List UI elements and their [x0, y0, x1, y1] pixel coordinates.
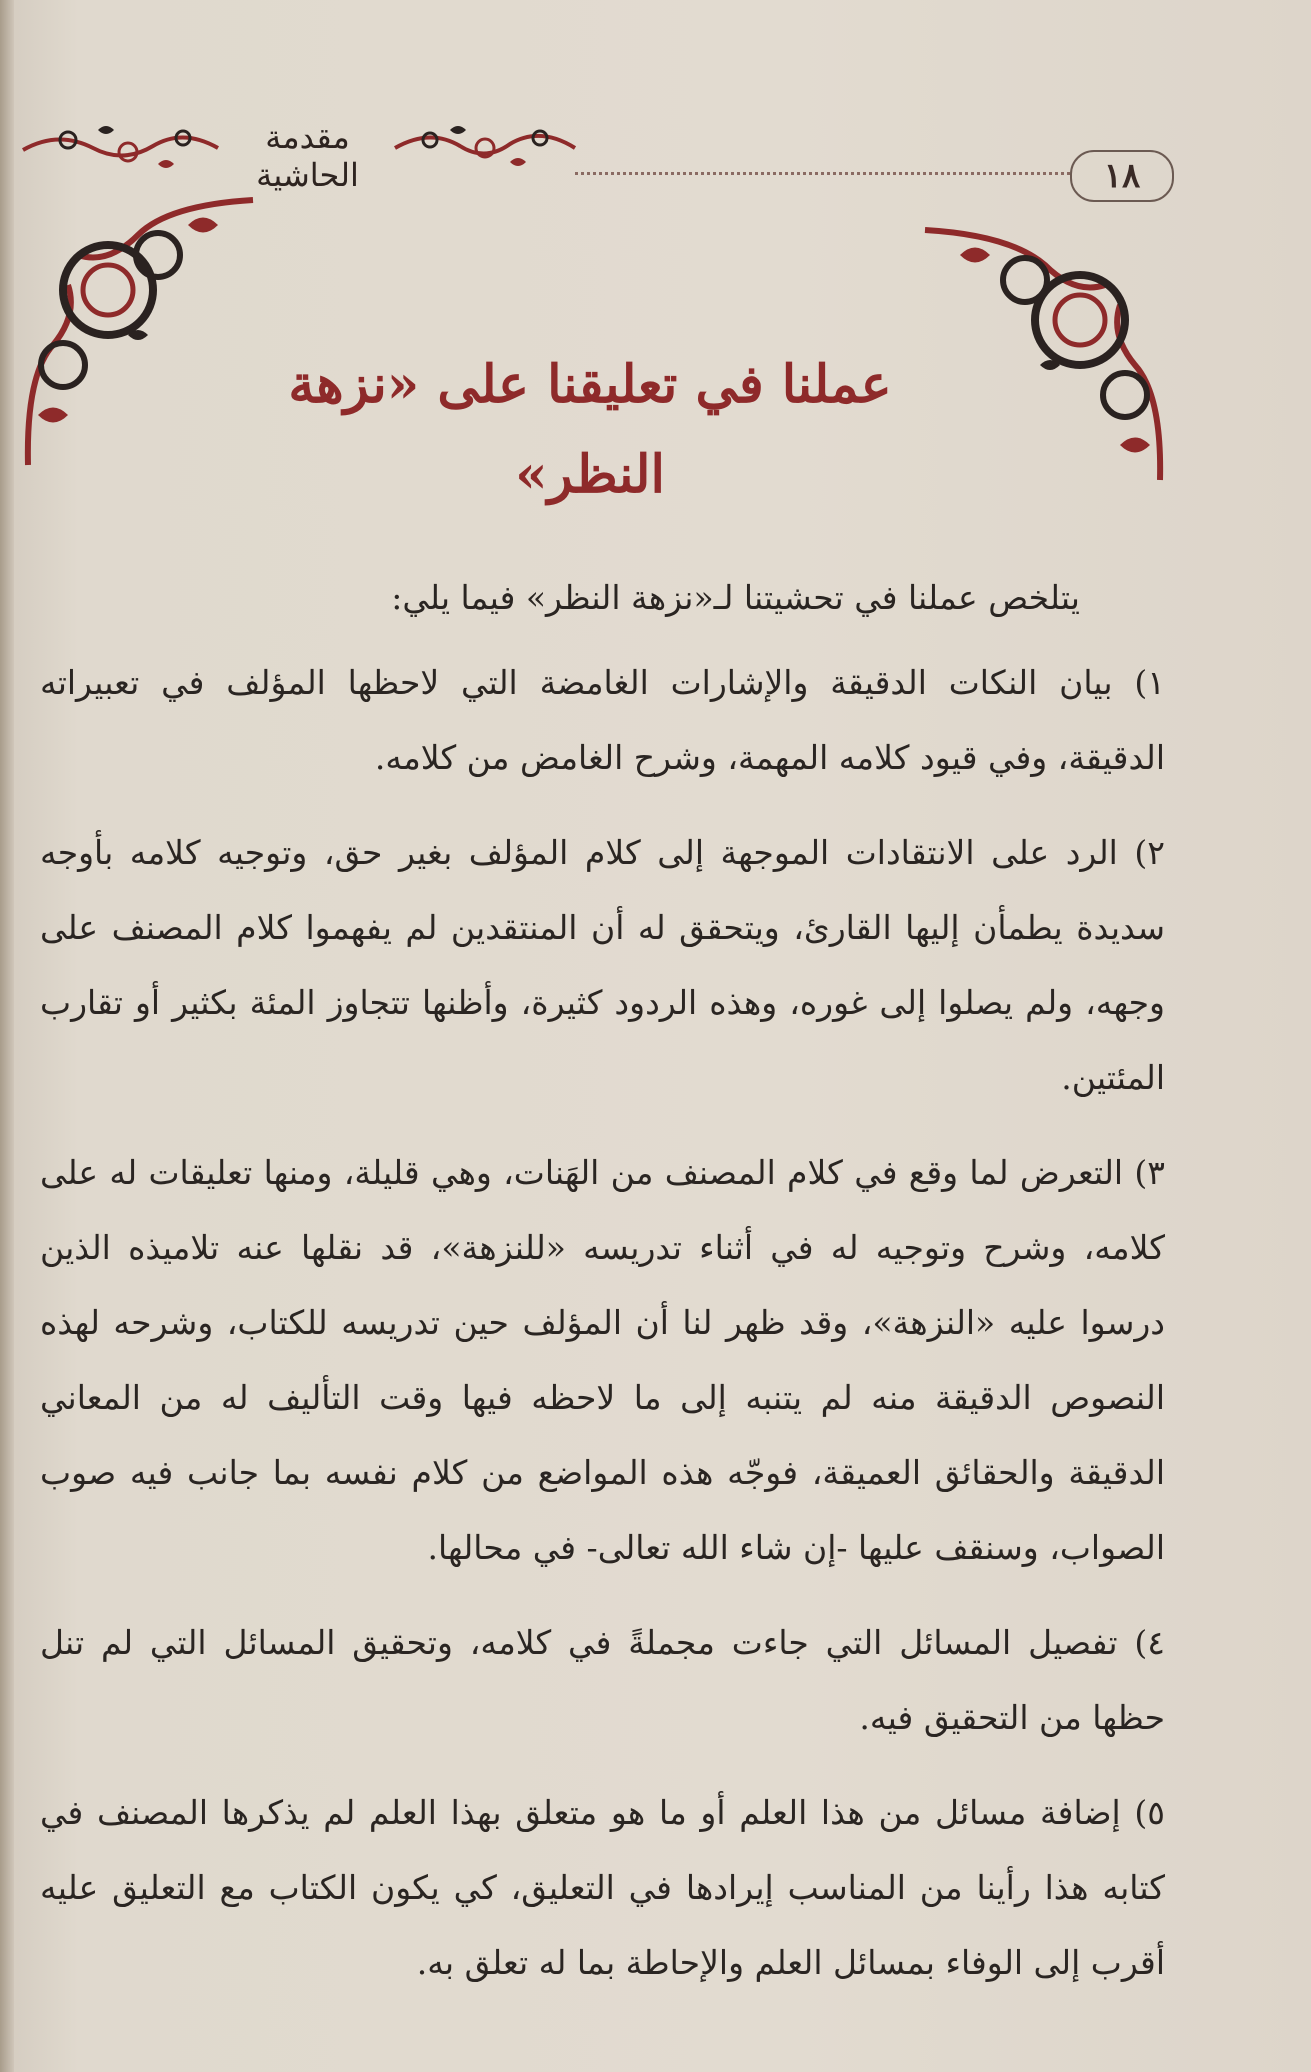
header-ornament-left — [18, 118, 223, 174]
running-title: مقدمة الحاشية — [256, 118, 359, 194]
header-dotted-rule — [575, 172, 1070, 175]
intro-paragraph: يتلخص عملنا في تحشيتنا لـ«نزهة النظر» فيما يلي: — [391, 578, 1080, 617]
list-item-3: ٣) التعرض لما وقع في كلام المصنف من الهَنات، وهي قليلة، ومنها تعليقات له على كلامه، وشرح وتوجيه له في أثناء تدريسه «للنزهة»، قد نقلها عنه تلاميذه الذين درسوا عليه «النزهة»، وقد ظهر لنا أن المؤلف حين تدريسه للكتاب، وشرحه لهذه النصوص الدقيقة منه لم يتنبه إلى ما لاحظه فيها وقت التأليف له من المعاني الدقيقة والحقائق العميقة، فوجّه هذه المواضع من كلام نفسه بما جانب فيه صوب الصواب، وسنقف عليها -إن شاء الله تعالى- في محالها. — [40, 1153, 1165, 1567]
header-ornament-right — [390, 118, 580, 174]
book-spine-shadow — [0, 0, 14, 2072]
list-item-2: ٢) الرد على الانتقادات الموجهة إلى كلام المؤلف بغير حق، وتوجيه كلامه بأوجه سديدة يطمأن إليها القارئ، ويتحقق له أن المنتقدين لم يفهموا كلام المصنف على وجهه، ولم يصلوا إلى غوره، وهذه الردود كثيرة، وأظنها تتجاوز المئة بكثير أو تقارب المئتين. — [40, 833, 1165, 1097]
page-number: ١٨ — [1070, 150, 1174, 202]
list-item-5: ٥) إضافة مسائل من هذا العلم أو ما هو متعلق بهذا العلم لم يذكرها المصنف في كتابه هذا رأينا من المناسب إيرادها في التعليق، كي يكون الكتاب مع التعليق عليه أقرب إلى الوفاء بمسائل العلم والإحاطة بما له تعلق به. — [40, 1793, 1165, 1982]
list-item-1: ١) بيان النكات الدقيقة والإشارات الغامضة التي لاحظها المؤلف في تعبيراته الدقيقة، وفي قيود كلامه المهمة، وشرح الغامض من كلامه. — [40, 663, 1165, 777]
body-text — [40, 560, 1165, 2020]
corner-ornament-right — [920, 220, 1170, 490]
list-item-4: ٤) تفصيل المسائل التي جاءت مجملةً في كلامه، وتحقيق المسائل التي لم تنل حظها من التحقيق فيه. — [40, 1623, 1165, 1737]
chapter-title: عملنا في تعليقنا على «نزهة النظر» — [288, 354, 892, 505]
corner-ornament-left — [18, 195, 258, 475]
